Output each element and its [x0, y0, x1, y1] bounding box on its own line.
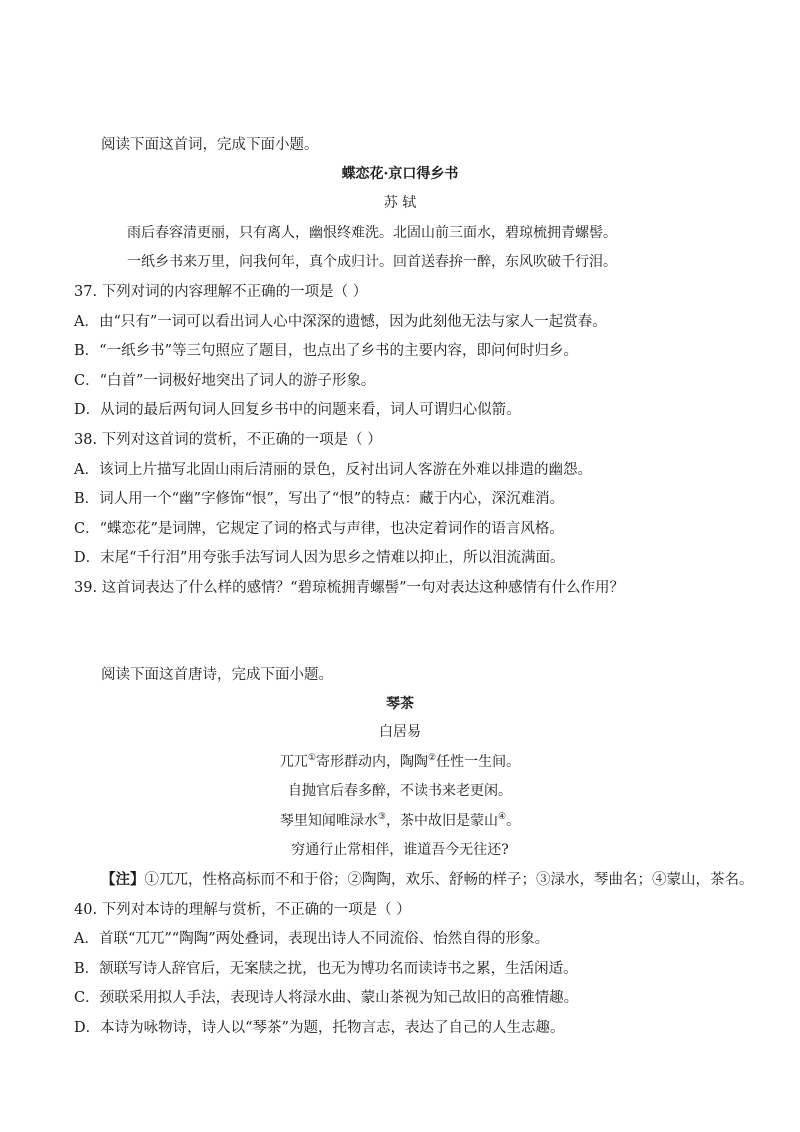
q40-option-c: C．颈联采用拟人手法，表现诗人将渌水曲、蒙山茶视为知己故旧的高雅情趣。 — [74, 990, 579, 1006]
poem2-line-4: 穷通行止常相伴，谁道吾今无往还? — [291, 842, 509, 858]
poem1-title: 蝶恋花·京口得乡书 — [341, 166, 459, 182]
section1-instruction: 阅读下面这首词，完成下面小题。 — [101, 137, 319, 153]
note-label: 【注】 — [101, 871, 145, 888]
poem2-note — [101, 870, 754, 890]
poem1-author: 苏 轼 — [383, 195, 417, 211]
poem2-title: 琴茶 — [386, 696, 414, 712]
q40-option-b: B．颔联写诗人辞官后，无案牍之扰，也无为博功名而读诗书之累，生活闲适。 — [74, 961, 578, 977]
q37-option-c: C．“白首”一词极好地突出了词人的游子形象。 — [74, 373, 376, 389]
q38-option-c: C．“蝶恋花”是词牌，它规定了词的格式与声律，也决定着词作的语言风格。 — [74, 521, 564, 537]
q40-stem: 40. 下列对本诗的理解与赏析，不正确的一项是（ ） — [74, 902, 411, 918]
q38-option-a: A．该词上片描写北固山雨后清丽的景色，反衬出词人客游在外难以排遣的幽怨。 — [74, 462, 592, 478]
q37-stem: 37. 下列对词的内容理解不正确的一项是（ ） — [74, 284, 368, 300]
poem2-author: 白居易 — [379, 724, 421, 740]
q38-option-b: B．词人用一个“幽”字修饰“恨”，写出了“恨”的特点：藏于内心，深沉难消。 — [74, 491, 565, 507]
poem2-line-3: 琴里知闻唯渌水③，茶中故旧是蒙山④。 — [279, 812, 521, 829]
poem1-line-1: 雨后春容清更丽，只有离人，幽恨终难洗。北固山前三面水，碧琼梳拥青螺髻。 — [127, 225, 617, 241]
poem1-line-2: 一纸乡书来万里，问我何年，真个成归计。回首送春拚一醉，东风吹破千行泪。 — [127, 254, 617, 270]
q37-option-b: B．“一纸乡书”等三句照应了题目，也点出了乡书的主要内容，即问何时归乡。 — [74, 343, 578, 359]
q37-option-a: A．由“只有”一词可以看出词人心中深深的遗憾，因为此刻他无法与家人一起赏春。 — [74, 314, 607, 330]
note-text: ①兀兀，性格高标而不和于俗；②陶陶，欢乐、舒畅的样子；③渌水，琴曲名；④蒙山，茶名。 — [144, 872, 754, 888]
q40-option-d: D．本诗为咏物诗，诗人以“琴茶”为题，托物言志，表达了自己的人生志趣。 — [74, 1020, 565, 1036]
q40-option-a: A．首联“兀兀”“陶陶”两处叠词，表现出诗人不同流俗、怡然自得的形象。 — [74, 931, 550, 947]
q38-option-d: D．末尾“千行泪”用夸张手法写词人因为思乡之情难以抑止，所以泪流满面。 — [74, 550, 565, 566]
poem2-line-1: 兀兀①寄形群动内，陶陶②任性一生间。 — [279, 753, 521, 770]
q37-option-d: D．从词的最后两句词人回复乡书中的问题来看，词人可谓归心似箭。 — [74, 402, 521, 418]
poem2-line-2: 自抛官后春多醉，不读书来老更闲。 — [288, 783, 512, 799]
section2-instruction: 阅读下面这首唐诗，完成下面小题。 — [101, 667, 333, 683]
q38-stem: 38. 下列对这首词的赏析，不正确的一项是（ ） — [74, 432, 382, 448]
q39-stem: 39. 这首词表达了什么样的感情？“碧琼梳拥青螺髻”一句对表达这种感情有什么作用？ — [74, 580, 624, 596]
